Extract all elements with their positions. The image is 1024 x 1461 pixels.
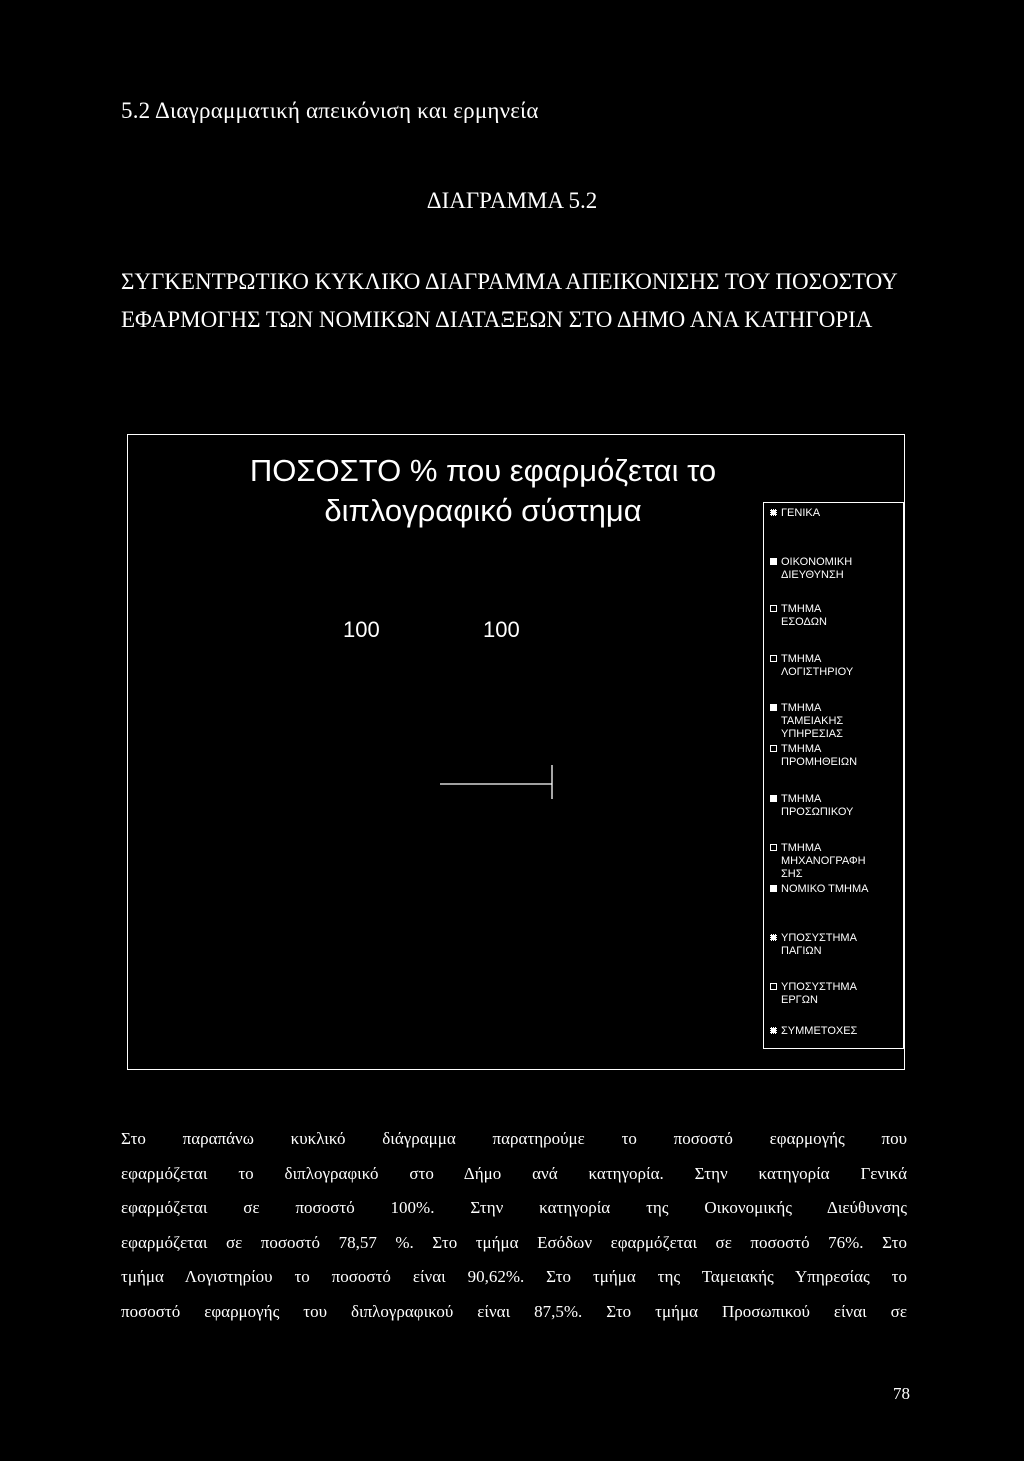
legend-swatch xyxy=(770,1027,777,1034)
legend-swatch xyxy=(770,704,777,711)
legend-item xyxy=(768,603,904,629)
diagram-label: ΔΙΑΓΡΑΜΜΑ 5.2 xyxy=(426,188,598,213)
body-line: τμήμα Λογιστηρίου το ποσοστό είναι 90,62%. Στο τμήμα της Ταμειακής Υπηρεσίας το xyxy=(121,1267,907,1286)
legend-label: ΤΜΗΜΑ ΠΡΟΜΗΘΕΙΩΝ xyxy=(781,743,858,768)
legend-label: ΓΕΝΙΚΑ xyxy=(781,507,821,519)
section-heading: 5.2 Διαγραμματική απεικόνιση και ερμηνεία xyxy=(121,98,539,123)
legend-item xyxy=(768,932,904,958)
legend-swatch xyxy=(770,558,777,565)
legend-swatch xyxy=(770,655,777,662)
legend-item xyxy=(768,842,904,881)
body-text xyxy=(121,1122,907,1329)
legend-label: ΥΠΟΣΥΣΤΗΜΑ ΠΑΓΙΩΝ xyxy=(781,932,857,957)
data-label: 100 xyxy=(483,617,520,642)
legend-swatch xyxy=(770,885,777,892)
legend-label: ΤΜΗΜΑ ΤΑΜΕΙΑΚΗΣ ΥΠΗΡΕΣΙΑΣ xyxy=(781,702,844,740)
body-line: ποσοστό εφαρμογής του διπλογραφικού είναι 87,5%. Στο τμήμα Προσωπικού είναι σε xyxy=(121,1301,907,1321)
legend-label: ΝΟΜΙΚΟ ΤΜΗΜΑ xyxy=(781,883,869,895)
legend-label: ΣΥΜΜΕΤΟΧΕΣ xyxy=(781,1025,858,1037)
legend-label: ΥΠΟΣΥΣΤΗΜΑ ΕΡΓΩΝ xyxy=(781,981,857,1006)
body-line: εφαρμόζεται το διπλογραφικό στο Δήμο ανά κατηγορία. Στην κατηγορία Γενικά xyxy=(121,1163,907,1183)
chart-frame xyxy=(127,434,905,1070)
body-line: Στο παραπάνω κυκλικό διάγραμμα παρατηρούμε το ποσοστό εφαρμογής που xyxy=(121,1129,907,1148)
legend-label: ΤΜΗΜΑ ΠΡΟΣΩΠΙΚΟΥ xyxy=(781,793,854,818)
legend-label: ΤΜΗΜΑ ΛΟΓΙΣΤΗΡΙΟΥ xyxy=(781,653,854,678)
diagram-title: ΣΥΓΚΕΝΤΡΩΤΙΚΟ ΚΥΚΛΙΚΟ ΔΙΑΓΡΑΜΜΑ ΑΠΕΙΚΟΝΙΣΗΣ ΤΟΥ ΠΟΣΟΣΤΟΥ ΕΦΑΡΜΟΓΗΣ ΤΩΝ ΝΟΜΙΚΩΝ ΔΙΑΤΑΞΕΩΝ ΣΤΟ ΔΗΜΟ ΑΝΑ ΚΑΤΗΓΟΡΙΑ xyxy=(121,269,897,332)
chart-title: ΠΟΣΟΣΤΟ % που εφαρμόζεται το διπλογραφικό σύστημα xyxy=(249,453,717,528)
legend-item xyxy=(768,883,904,896)
legend-swatch xyxy=(770,509,777,516)
legend-item xyxy=(768,793,904,819)
legend-swatch xyxy=(770,745,777,752)
legend-label: ΤΜΗΜΑ ΜΗΧΑΝΟΓΡΑΦΗ ΣΗΣ xyxy=(781,842,866,880)
legend-swatch xyxy=(770,605,777,612)
legend-item xyxy=(768,743,904,769)
legend-item xyxy=(768,702,904,741)
page-number: 78 xyxy=(893,1384,910,1403)
legend-label: ΤΜΗΜΑ ΕΣΟΔΩΝ xyxy=(781,603,827,628)
chart-legend xyxy=(763,502,904,1049)
body-line: εφαρμόζεται σε ποσοστό 100%. Στην κατηγορία της Οικονομικής Διεύθυνσης xyxy=(121,1198,907,1217)
legend-label: ΟΙΚΟΝΟΜΙΚΗ ΔΙΕΥΘΥΝΣΗ xyxy=(781,556,853,581)
data-label: 100 xyxy=(343,617,380,642)
legend-swatch xyxy=(770,983,777,990)
legend-swatch xyxy=(770,795,777,802)
legend-item xyxy=(768,653,904,679)
legend-swatch xyxy=(770,844,777,851)
legend-swatch xyxy=(770,934,777,941)
body-line: εφαρμόζεται σε ποσοστό 78,57 %. Στο τμήμα Εσόδων εφαρμόζεται σε ποσοστό 76%. Στο xyxy=(121,1232,907,1252)
legend-item xyxy=(768,507,904,520)
legend-item xyxy=(768,1025,904,1038)
legend-item xyxy=(768,556,904,582)
legend-item xyxy=(768,981,904,1007)
